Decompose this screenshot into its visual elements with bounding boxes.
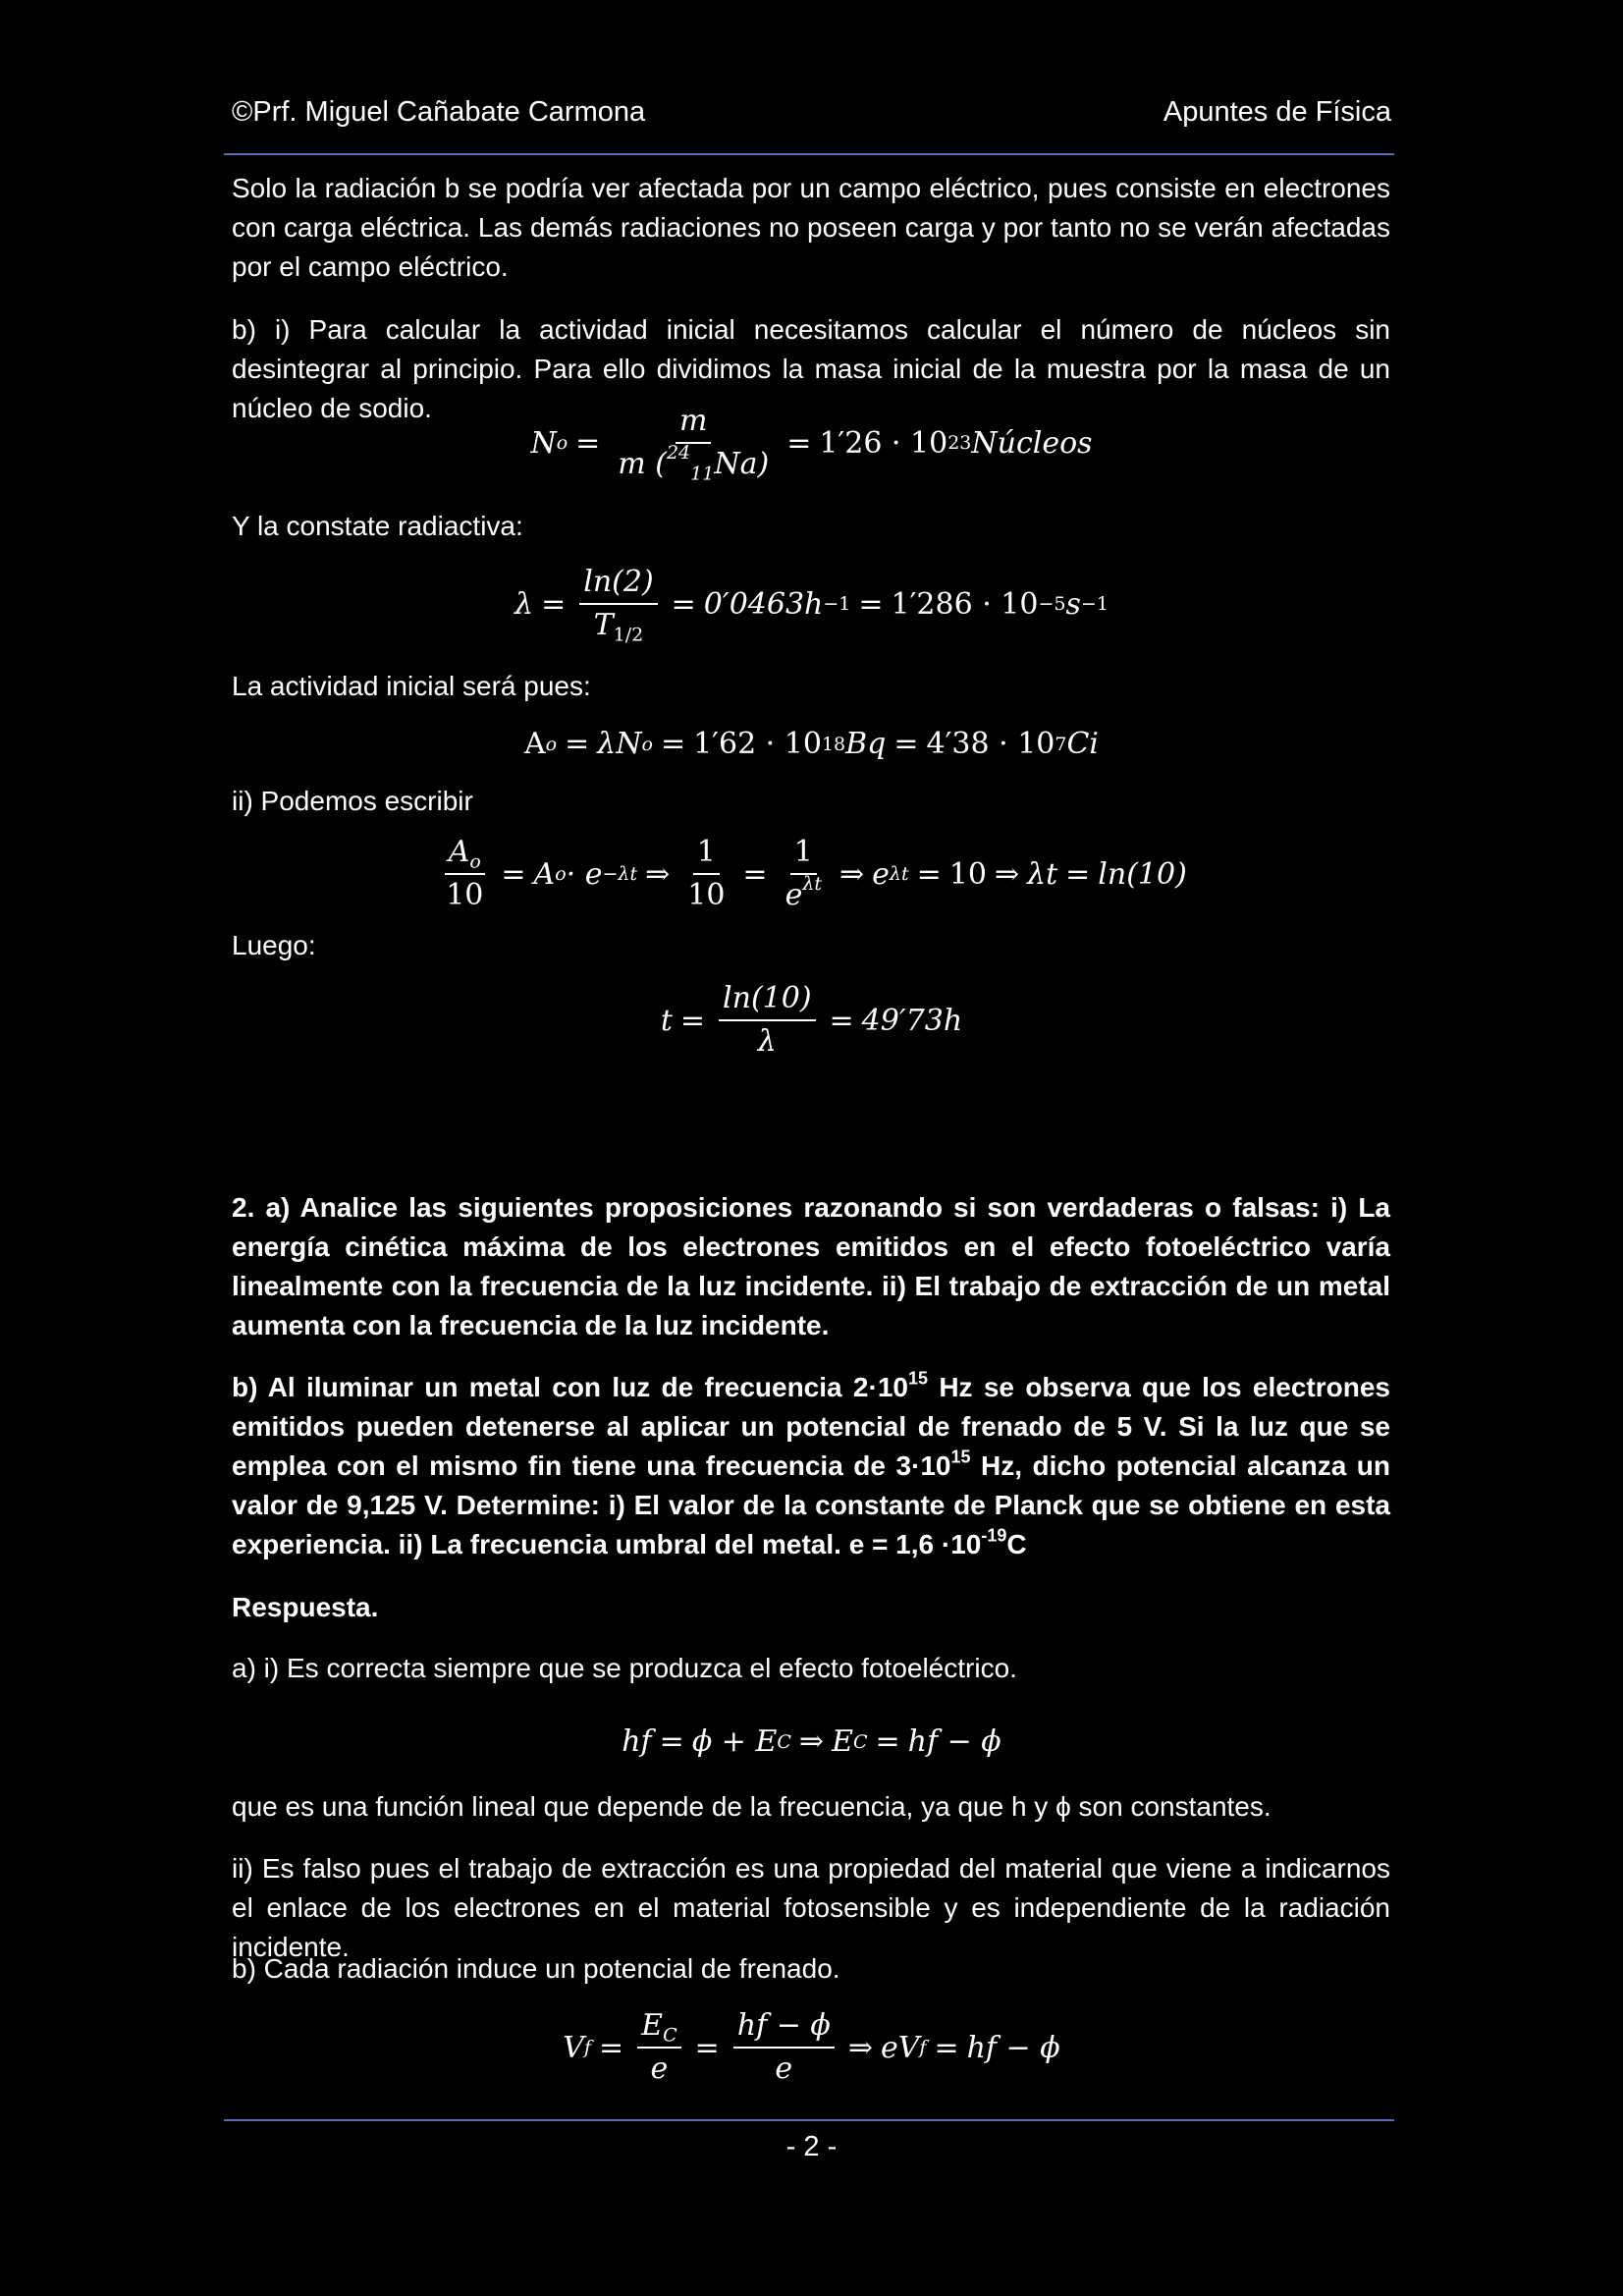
equation-tenfold-decay: $\frac{A_o}{10}$ = A o · e −λt ⇒ $\frac{1}{10}$ = $\frac{1}{e^{\lambda t}}$ ⇒ e λt = 10 ⇒ λt = ln(10) [446, 835, 1187, 912]
paragraph-initial-activity-label: La actividad inicial será pues: [232, 671, 591, 701]
paragraph-part-ii-label: ii) Podemos escribir [232, 786, 473, 816]
page-number: - 2 - [785, 2131, 838, 2162]
question-2a: 2. a) Analice las siguientes proposiciones razonando si son verdaderas o falsas: i) La energía cinética máxima de los electrones emitidos en el efecto fotoeléctrico varía linealmente con la frecuencia de la luz incidente. ii) El trabajo de extracción de un metal aumenta con la frecuencia de la luz incidente. [232, 1192, 1390, 1340]
equation-decay-constant: λ = $\frac{\ln(2)}{T_{1/2}}$ = 0′0463h −1 = 1′286 · 10 −5 s −1 [514, 565, 1109, 646]
equation-initial-activity: A o = λN o = 1′62 · 10 18 Bq = 4′38 · 10 7 Ci [523, 727, 1100, 761]
answer-a-i: a) i) Es correcta siempre que se produzca el efecto fotoeléctrico. [232, 1653, 1017, 1683]
respuesta-heading: Respuesta. [232, 1592, 379, 1622]
paragraph-beta-charge: Solo la radiación b se podría ver afectada por un campo eléctrico, pues consiste en electrones con carga eléctrica. Las demás radiaciones no poseen carga y por tanto no se verán afectadas por el campo eléctrico. [232, 173, 1390, 282]
paragraph-decay-constant-label: Y la constate radiactiva: [232, 511, 523, 541]
equation-stopping-potential: V f = $\frac{E_C}{e}$ = $\frac{hf - \phi}{e}$ ⇒ eV f = hf − ϕ [563, 2008, 1060, 2086]
equation-time: t = $\frac{\ln(10)}{\lambda}$ = 49′73h [660, 981, 963, 1059]
equation-photoelectric: hf = ϕ + E C ⇒ E C = hf − ϕ [622, 1724, 1001, 1759]
paragraph-initial-activity: b) i) Para calcular la actividad inicial necesitamos calcular el número de núcleos sin desintegrar al principio. Para ello dividimos la masa inicial de la muestra por la masa de un núcleo de sodio. [232, 314, 1390, 423]
answer-b: b) Cada radiación induce un potencial de frenado. [232, 1953, 840, 1984]
header-author: ©Prf. Miguel Cañabate Carmona [232, 96, 646, 128]
equation-initial-nuclei: N o = $\frac{m}{m (^{24}_{11}Na)}$ = 1′26 · 10 23 Núcleos [530, 404, 1093, 485]
answer-linear-function: que es una función lineal que depende de la frecuencia, ya que h y ϕ son constantes. [232, 1791, 1271, 1822]
header-subject: Apuntes de Física [1163, 96, 1391, 128]
answer-a-ii: ii) Es falso pues el trabajo de extracción es una propiedad del material que viene a indicarnos el enlace de los electrones en el material fotosensible y es independiente de la radiación incidente. [232, 1853, 1390, 1962]
header-rule [224, 153, 1394, 155]
footer-rule [224, 2119, 1394, 2121]
question-2b: b) Al iluminar un metal con luz de frecuencia $2\cdot 10^{15}$ Hz se observa que los electrones emitidos pueden detenerse al aplicar un potencial de frenado de 5 V. Si la luz que se emplea con el mismo fin tiene una frecuencia de $3\cdot 10^{15}$ Hz, dicho potencial alcanza un valor de 9,125 V. Determine: i) El valor de la constante de Planck que se obtiene en esta experiencia. ii) La frecuencia umbral del metal. $e = 1,6 \cdot 10^{-19}C$ [232, 1368, 1390, 1559]
paragraph-luego: Luego: [232, 930, 316, 960]
